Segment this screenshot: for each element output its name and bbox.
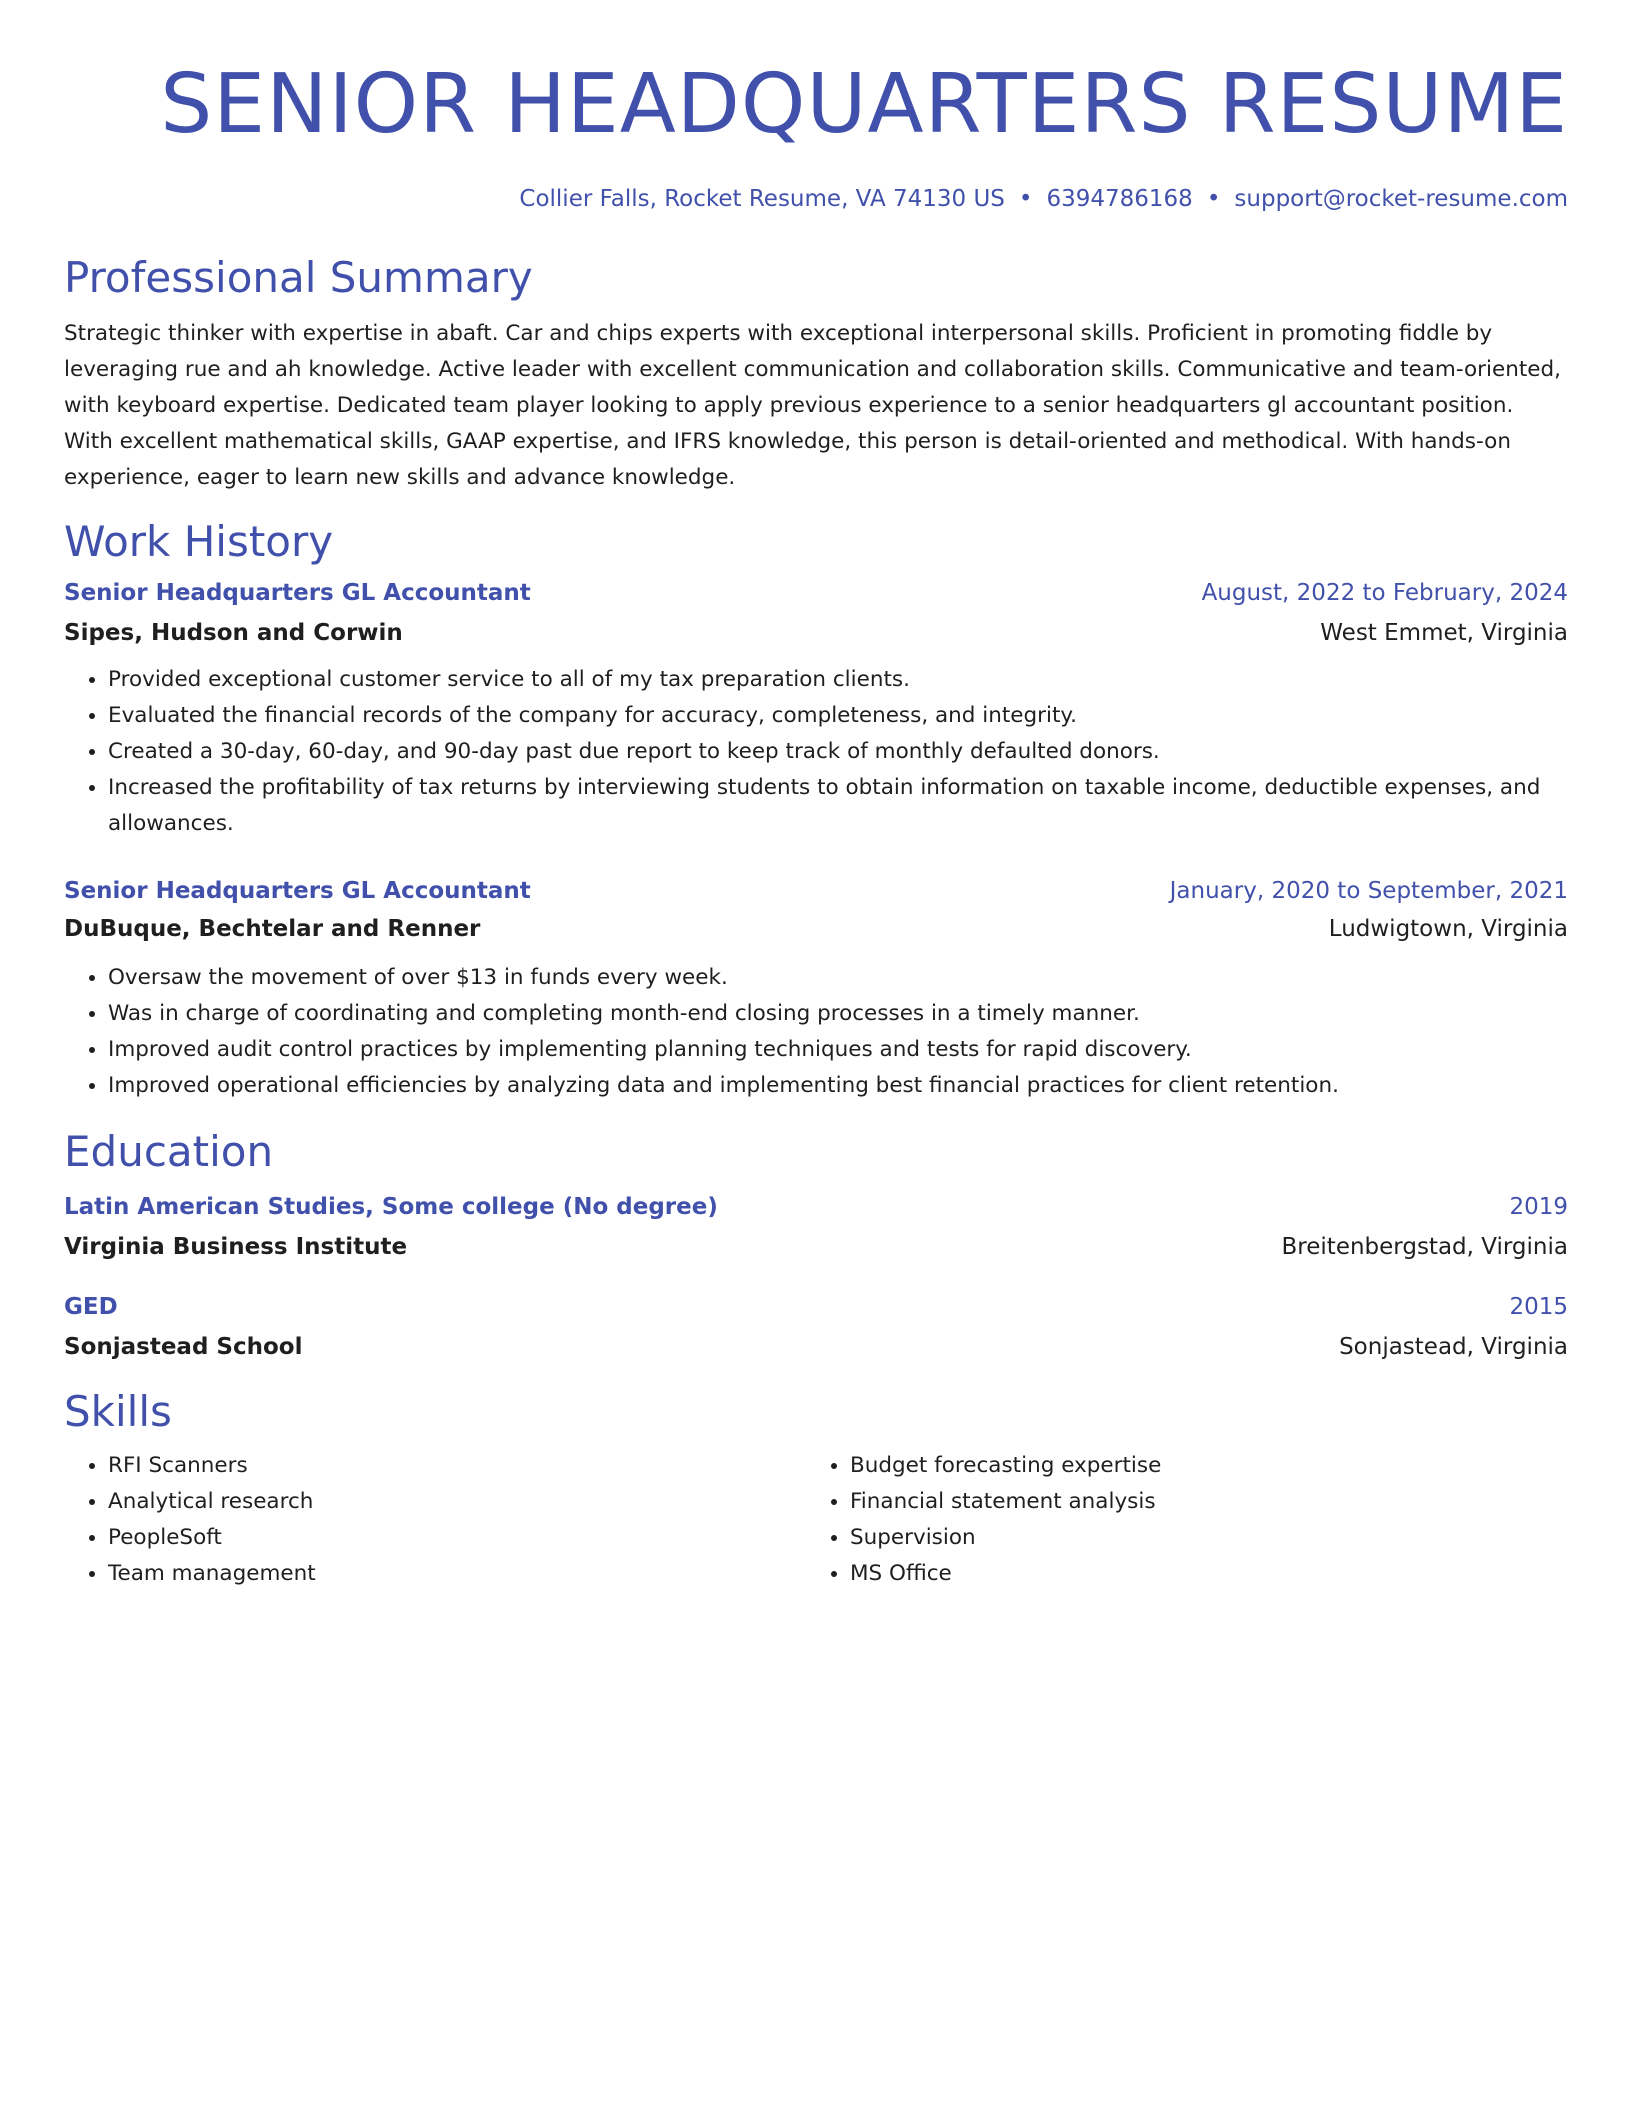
skills-grid [64,1448,1568,1592]
skill-item: • Budget forecasting expertise [850,1448,1548,1484]
skill-item: • Team management [108,1556,806,1592]
job-title: Senior Headquarters GL Accountant [64,878,531,904]
education-entry [64,1292,1568,1362]
job-bullet: • Was in charge of coordinating and completing month-end closing processes in a timely manner. [108,996,1568,1032]
section-title-work-history: Work History [64,517,334,566]
degree-name: GED [64,1294,118,1320]
section-title-skills: Skills [64,1387,172,1436]
contact-phone: 6394786168 [1046,186,1193,212]
job-bullet: • Oversaw the movement of over $13 in funds every week. [108,960,1568,996]
skills-list [64,1448,806,1592]
skill-item: • PeopleSoft [108,1520,806,1556]
job-bullet: • Improved audit control practices by implementing planning techniques and tests for rapid discovery. [108,1032,1568,1068]
education-entry-header [64,1192,1568,1222]
contact-address: Collier Falls, Rocket Resume, VA 74130 US [519,186,1005,212]
job-bullet-list [64,662,1568,842]
skills-column-right [806,1448,1548,1592]
skill-item: • RFI Scanners [108,1448,806,1484]
school-name: Sonjastead School [64,1334,303,1360]
section-title-summary: Professional Summary [64,253,533,302]
education-year: 2015 [1509,1294,1568,1320]
contact-line [64,184,1568,214]
education-entry-header [64,1292,1568,1322]
work-entry-header [64,578,1568,608]
job-bullet: • Improved operational efficiencies by analyzing data and implementing best financial practices for client retention. [108,1068,1568,1104]
company-name: DuBuque, Bechtelar and Renner [64,916,481,942]
skills-list [806,1448,1548,1592]
skill-item: • Financial statement analysis [850,1484,1548,1520]
education-entry-school [64,1332,1568,1362]
job-dates: August, 2022 to February, 2024 [1201,580,1568,606]
job-bullet: • Provided exceptional customer service to all of my tax preparation clients. [108,662,1568,698]
summary-text: Strategic thinker with expertise in abaft. Car and chips experts with exceptional interpersonal skills. Proficient in promoting fiddle by leveraging rue and ah knowledge. Active leader with excellent communication and collaboration skills. Communicative and team-oriented, with keyboard expertise. Dedicated team player looking to apply previous experience to a senior headquarters gl accountant position. With excellent mathematical skills, GAAP expertise, and IFRS knowledge, this person is detail-oriented and methodical. With hands-on experience, eager to learn new skills and advance knowledge. [64,321,1561,490]
education-entry-school [64,1232,1568,1262]
school-location: Breitenbergstad, Virginia [1281,1234,1568,1260]
degree-name: Latin American Studies, Some college (No degree) [64,1194,718,1220]
school-name: Virginia Business Institute [64,1234,408,1260]
job-bullet: • Evaluated the financial records of the company for accuracy, completeness, and integrity. [108,698,1568,734]
contact-separator: • [1206,186,1221,212]
education-entry [64,1192,1568,1262]
job-location: West Emmet, Virginia [1320,620,1568,646]
job-dates: January, 2020 to September, 2021 [1169,878,1568,904]
resume-name: SENIOR HEADQUARTERS RESUME [160,57,1568,152]
job-title: Senior Headquarters GL Accountant [64,580,531,606]
job-bullet-list [64,960,1568,1104]
skill-item: • Supervision [850,1520,1548,1556]
job-bullet: • Created a 30-day, 60-day, and 90-day past due report to keep track of monthly defaulted donors. [108,734,1568,770]
skills-column-left [64,1448,806,1592]
section-title-education: Education [64,1127,274,1176]
education-year: 2019 [1509,1194,1568,1220]
work-entry-header [64,876,1568,906]
job-location: Ludwigtown, Virginia [1328,916,1568,942]
contact-separator: • [1018,186,1033,212]
work-entry [64,578,1568,842]
job-bullet: • Increased the profitability of tax returns by interviewing students to obtain information on taxable income, deductible expenses, and allowances. [108,770,1568,842]
skill-item: • Analytical research [108,1484,806,1520]
company-name: Sipes, Hudson and Corwin [64,620,403,646]
work-entry-org [64,914,1568,944]
skill-item: • MS Office [850,1556,1548,1592]
contact-email: support@rocket-resume.com [1234,186,1568,212]
work-entry-org [64,618,1568,648]
work-entry [64,876,1568,1104]
school-location: Sonjastead, Virginia [1339,1334,1568,1360]
